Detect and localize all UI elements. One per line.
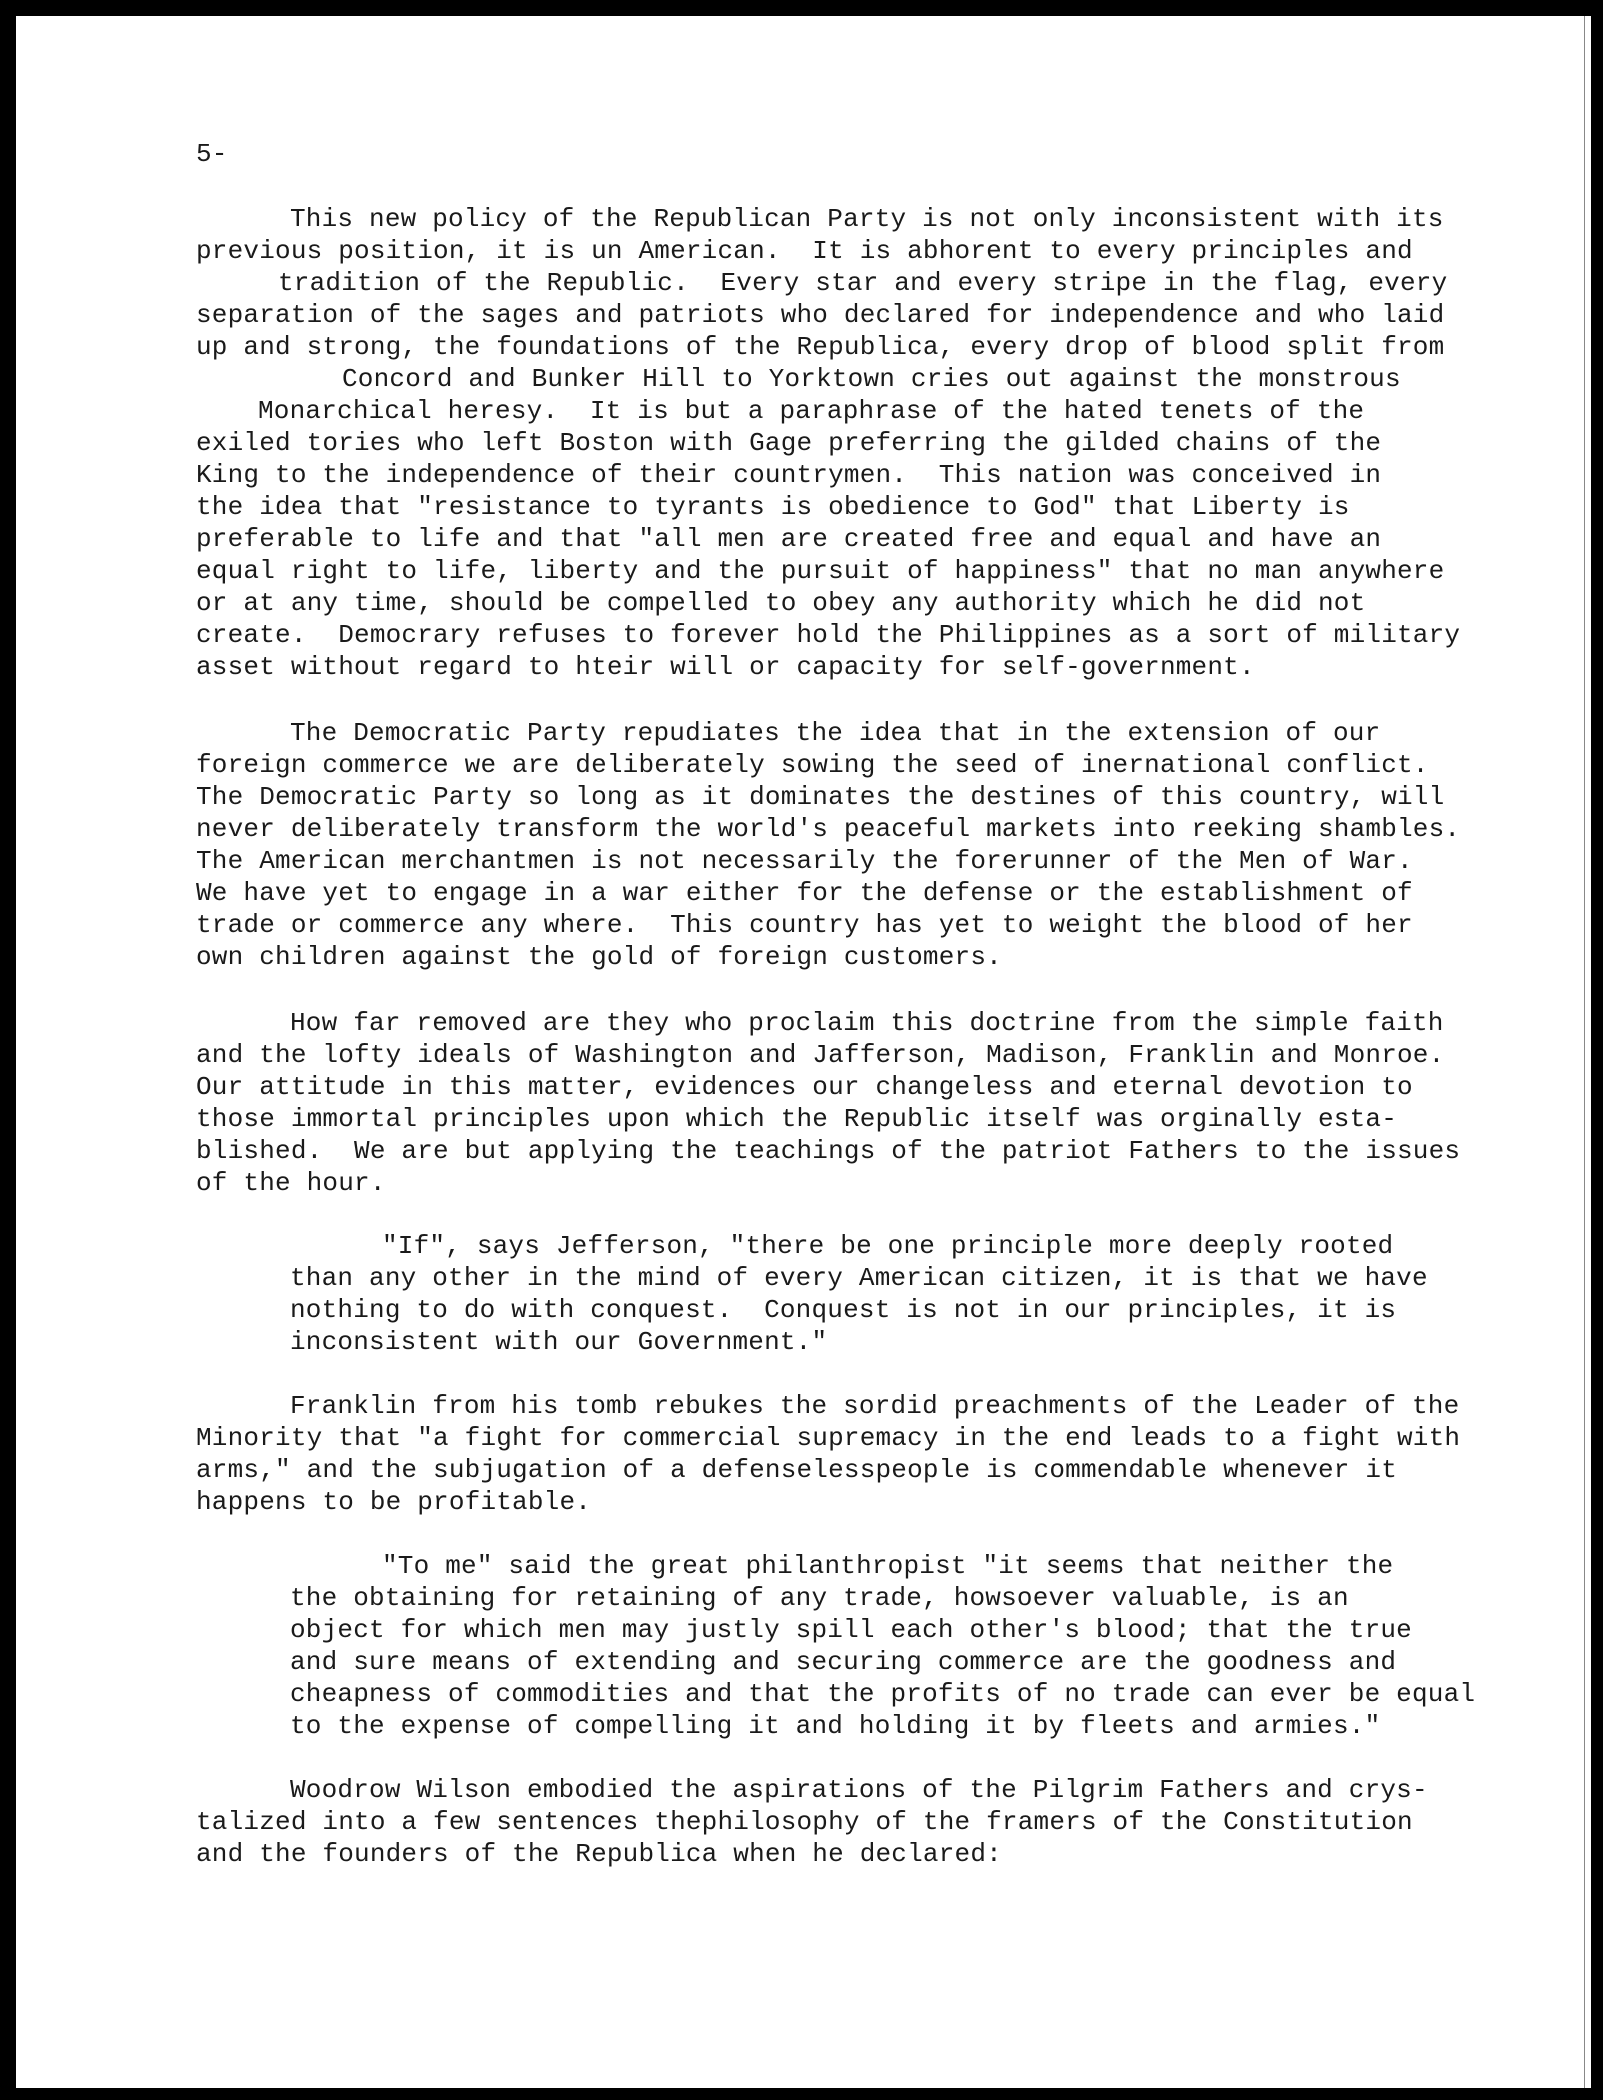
text-line: or at any time, should be compelled to obey any authority which he did not xyxy=(196,588,1366,618)
quote-line: cheapness of commodities and that the profits of no trade can ever be equal xyxy=(290,1679,1476,1709)
text-line: the idea that "resistance to tyrants is obedience to God" that Liberty is xyxy=(196,492,1350,522)
text-line: foreign commerce we are deliberately sowing the seed of inernational conflict. xyxy=(196,750,1429,780)
text-line: and the founders of the Republica when he declared: xyxy=(196,1839,1002,1869)
text-line: Monarchical heresy. It is but a paraphrase of the hated tenets of the xyxy=(258,396,1365,426)
text-line: of the hour. xyxy=(196,1168,386,1198)
text-line: up and strong, the foundations of the Republica, every drop of blood split from xyxy=(196,332,1445,362)
page-number: 5- xyxy=(196,139,228,169)
quote-line: than any other in the mind of every American citizen, it is that we have xyxy=(290,1263,1428,1293)
text-line: asset without regard to hteir will or capacity for self-government. xyxy=(196,652,1255,682)
text-line: How far removed are they who proclaim this doctrine from the simple faith xyxy=(290,1008,1444,1038)
text-line: never deliberately transform the world's peaceful markets into reeking shambles. xyxy=(196,814,1461,844)
text-line: Franklin from his tomb rebukes the sordid preachments of the Leader of the xyxy=(290,1391,1460,1421)
quote-line: object for which men may justly spill each other's blood; that the true xyxy=(290,1615,1412,1645)
text-line: those immortal principles upon which the Republic itself was orginally esta- xyxy=(196,1104,1397,1134)
text-line: previous position, it is un American. It is abhorent to every principles and xyxy=(196,236,1413,266)
quote-line: inconsistent with our Government." xyxy=(290,1327,828,1357)
quote-line: to the expense of compelling it and holding it by fleets and armies." xyxy=(290,1711,1381,1741)
text-line: arms," and the subjugation of a defenselesspeople is commendable whenever it xyxy=(196,1455,1397,1485)
text-line: Concord and Bunker Hill to Yorktown cries out against the monstrous xyxy=(342,364,1401,394)
text-line: Woodrow Wilson embodied the aspirations of the Pilgrim Fathers and crys- xyxy=(290,1775,1428,1805)
text-line: We have yet to engage in a war either for the defense or the establishment of xyxy=(196,878,1413,908)
text-line: King to the independence of their countrymen. This nation was conceived in xyxy=(196,460,1382,490)
text-line: exiled tories who left Boston with Gage preferring the gilded chains of the xyxy=(196,428,1382,458)
text-line: tradition of the Republic. Every star and every stripe in the flag, every xyxy=(278,268,1448,298)
text-line: separation of the sages and patriots who declared for independence and who laid xyxy=(196,300,1445,330)
quote-line: and sure means of extending and securing commerce are the goodness and xyxy=(290,1647,1397,1677)
text-line: The Democratic Party repudiates the idea that in the extension of our xyxy=(290,718,1381,748)
text-line: blished. We are but applying the teachings of the patriot Fathers to the issues xyxy=(196,1136,1461,1166)
text-line: Minority that "a fight for commercial supremacy in the end leads to a fight with xyxy=(196,1423,1461,1453)
text-line: equal right to life, liberty and the pursuit of happiness" that no man anywhere xyxy=(196,556,1445,586)
text-line: talized into a few sentences thephilosophy of the framers of the Constitution xyxy=(196,1807,1413,1837)
text-line: create. Democrary refuses to forever hold the Philippines as a sort of military xyxy=(196,620,1461,650)
text-line: happens to be profitable. xyxy=(196,1487,592,1517)
text-line: The American merchantmen is not necessarily the forerunner of the Men of War. xyxy=(196,846,1413,876)
text-line: preferable to life and that "all men are created free and equal and have an xyxy=(196,524,1382,554)
quote-line: nothing to do with conquest. Conquest is not in our principles, it is xyxy=(290,1295,1397,1325)
quote-line: the obtaining for retaining of any trade, howsoever valuable, is an xyxy=(290,1583,1349,1613)
text-line: own children against the gold of foreign customers. xyxy=(196,942,1002,972)
quote-line: "To me" said the great philanthropist "it seems that neither the xyxy=(382,1551,1394,1581)
text-line: trade or commerce any where. This country has yet to weight the blood of her xyxy=(196,910,1413,940)
text-line: Our attitude in this matter, evidences our changeless and eternal devotion to xyxy=(196,1072,1413,1102)
text-line: The Democratic Party so long as it dominates the destines of this country, will xyxy=(196,782,1445,812)
quote-line: "If", says Jefferson, "there be one principle more deeply rooted xyxy=(382,1231,1394,1261)
text-line: and the lofty ideals of Washington and Jafferson, Madison, Franklin and Monroe. xyxy=(196,1040,1445,1070)
text-line: This new policy of the Republican Party is not only inconsistent with its xyxy=(290,204,1444,234)
